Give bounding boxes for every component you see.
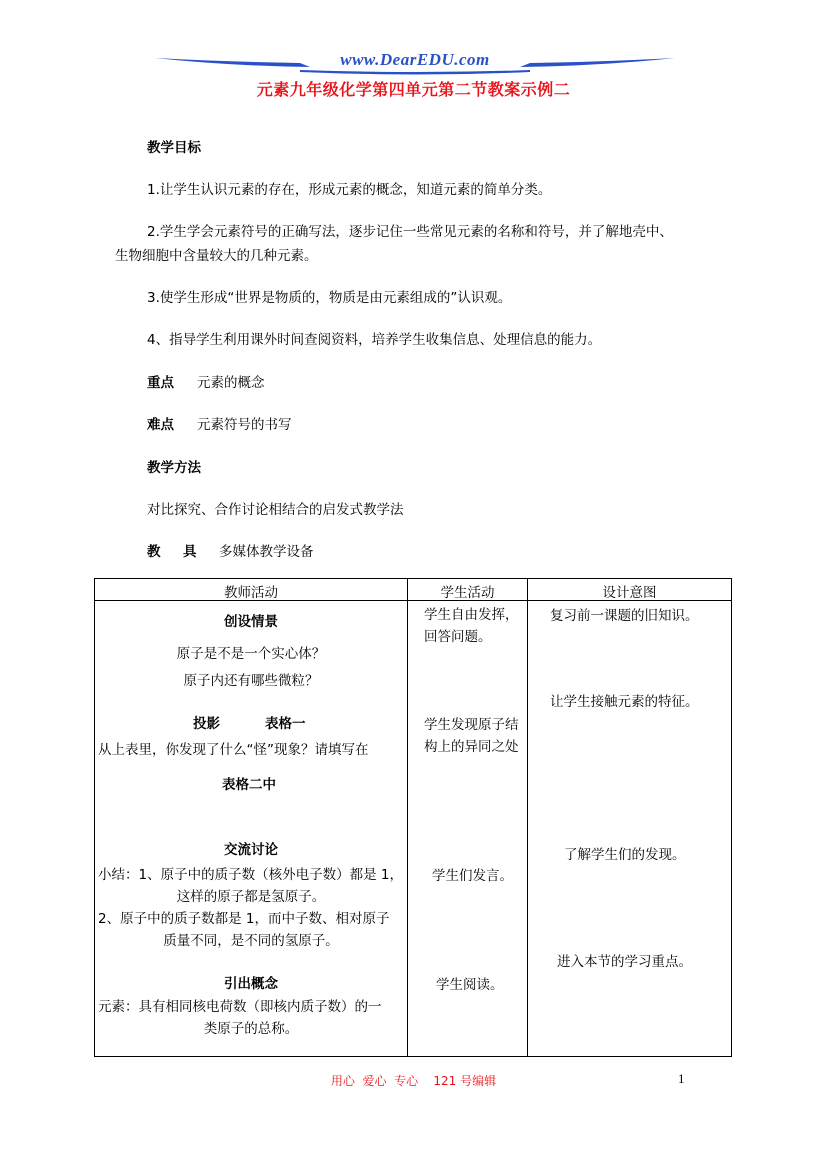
teacher-instruction-line-2: 表格二中 (222, 777, 276, 793)
section-title-table-one: 表格一 (265, 716, 306, 732)
column-divider (407, 579, 408, 1056)
summary-line-2: 这样的原子都是氢原子。 (176, 889, 326, 905)
concept-line-2: 类原子的总称。 (203, 1021, 299, 1037)
method-heading: 教学方法 (147, 460, 201, 476)
section-title-scenario: 创设情景 (224, 614, 278, 630)
tools-label-1: 教 (147, 544, 161, 560)
intent-3: 了解学生们的发现。 (564, 847, 686, 863)
difficulty-value: 元素符号的书写 (197, 417, 292, 433)
header-student-activity: 学生活动 (440, 585, 495, 601)
document-title: 元素九年级化学第四单元第二节教案示例二 (256, 80, 571, 99)
student-activity-3: 学生们发言。 (432, 868, 513, 884)
section-title-discussion: 交流讨论 (224, 842, 278, 858)
header-design-intent: 设计意图 (602, 585, 657, 601)
intent-1: 复习前一课题的旧知识。 (550, 608, 699, 624)
student-activity-2-line-1: 学生发现原子结 (424, 717, 519, 733)
goal-1: 1.让学生认识元素的存在，形成元素的概念，知道元素的简单分类。 (147, 182, 552, 198)
section-title-projection: 投影 (193, 716, 220, 732)
site-url: www.DearEDU.com (340, 50, 490, 69)
teacher-question-2: 原子内还有哪些微粒？ (183, 673, 319, 689)
intent-2: 让学生接触元素的特征。 (550, 694, 699, 710)
teacher-question-1: 原子是不是一个实心体？ (176, 646, 326, 662)
key-point-label: 重点 (147, 375, 174, 391)
summary-line-1: 小结：1、原子中的质子数（核外电子数）都是 1， (98, 867, 403, 883)
footer-text: 用心 爱心 专心 121 号编辑 (330, 1074, 497, 1088)
summary-line-4: 质量不同，是不同的氢原子。 (163, 933, 339, 949)
student-activity-4: 学生阅读。 (436, 977, 504, 993)
section-title-concept: 引出概念 (224, 976, 278, 992)
tools-label-2: 具 (183, 544, 197, 560)
difficulty-label: 难点 (147, 417, 174, 433)
summary-line-3: 2、原子中的质子数都是 1，而中子数、相对原子 (98, 911, 390, 927)
key-point-value: 元素的概念 (197, 375, 265, 391)
goal-2-line-1: 2.学生学会元素符号的正确写法，逐步记住一些常见元素的名称和符号，并了解地壳中、 (147, 224, 673, 240)
tools-value: 多媒体教学设备 (219, 544, 314, 560)
concept-line-1: 元素：具有相同核电荷数（即核内质子数）的一 (98, 999, 382, 1015)
student-activity-2-line-2: 构上的异同之处 (424, 739, 519, 755)
student-activity-1-line-1: 学生自由发挥， (424, 607, 519, 623)
column-divider (527, 579, 528, 1056)
goals-heading: 教学目标 (147, 140, 201, 156)
intent-4: 进入本节的学习重点。 (557, 954, 692, 970)
header-teacher-activity: 教师活动 (224, 585, 278, 601)
teacher-instruction-line-1: 从上表里，你发现了什么“怪”现象？请填写在 (98, 742, 369, 758)
method-value: 对比探究、合作讨论相结合的启发式教学法 (147, 502, 404, 518)
lesson-table (94, 578, 732, 1057)
goal-4: 4、指导学生利用课外时间查阅资料，培养学生收集信息、处理信息的能力。 (147, 332, 602, 348)
goal-3: 3.使学生形成“世界是物质的，物质是由元素组成的”认识观。 (147, 290, 512, 306)
student-activity-1-line-2: 回答问题。 (424, 629, 492, 645)
page-number: 1 (678, 1071, 685, 1086)
site-banner (150, 48, 680, 78)
goal-2-line-2: 生物细胞中含量较大的几种元素。 (115, 248, 318, 264)
